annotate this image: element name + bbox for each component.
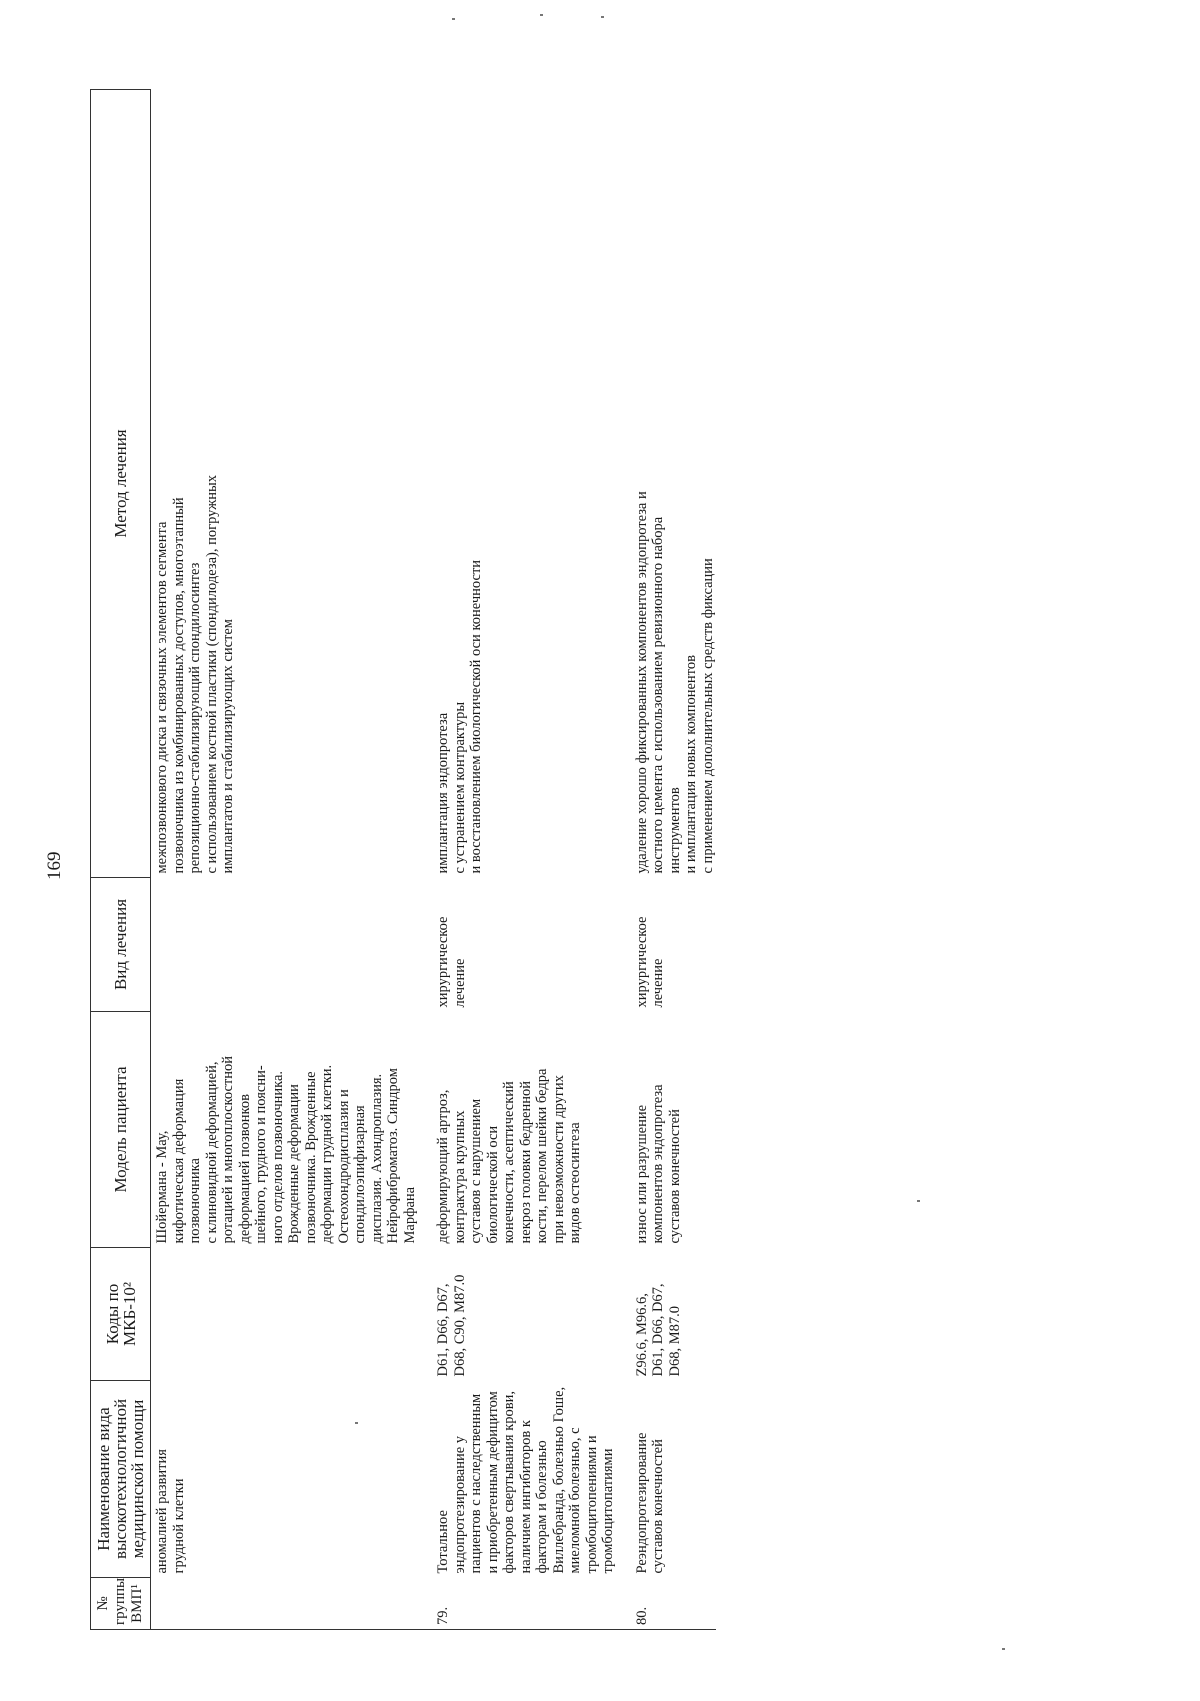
treatment-type-cell xyxy=(432,878,617,1012)
cell-line: D68, M87.0 xyxy=(666,1306,683,1377)
icd-codes-cell xyxy=(151,1248,419,1381)
header-group-number: № группы ВМП¹ xyxy=(91,1578,151,1630)
cell-line: и приобретенным дефицитом xyxy=(484,1391,501,1574)
icd-codes-cell xyxy=(432,1248,617,1381)
cell-line: и восстановлением биологической оси конечности xyxy=(468,559,484,874)
header-patient-model: Модель пациента xyxy=(91,1012,151,1248)
scan-speck xyxy=(452,18,455,20)
cell-line: контрактура крупных xyxy=(451,1110,468,1244)
treatment-method-cell xyxy=(631,90,717,878)
group-number-cell xyxy=(151,1578,419,1630)
cell-line: с применением дополнительных средств фиксации xyxy=(699,558,716,874)
row-spacer xyxy=(418,90,432,1630)
group-number-cell: 80. xyxy=(631,1578,717,1630)
cell-line: с использованием костной пластики (спондилодеза), погружных xyxy=(203,475,220,874)
cell-line: тромбоцитопениями и xyxy=(583,1435,600,1574)
table-row xyxy=(631,90,717,1630)
cell-line: хирургическое xyxy=(633,916,650,1008)
cell-line: позвоночника из комбинированных доступов, многоэтапный xyxy=(170,497,187,874)
cell-line: Нейрофиброматоз. Синдром xyxy=(385,1068,401,1244)
cell-line: тромбоцитопатиями xyxy=(600,1448,616,1574)
patient-model-cell xyxy=(631,1012,717,1248)
cell-line: и имплантация новых компонентов xyxy=(683,655,699,874)
page-number: 169 xyxy=(44,851,65,880)
cell-line: компонентов эндопротеза xyxy=(650,1084,666,1244)
scan-speck xyxy=(540,14,543,16)
care-type-name-cell xyxy=(631,1381,717,1578)
cell-line: деформации грудной клетки. xyxy=(319,1064,335,1244)
cell-line: некроз головки бедренной xyxy=(517,1080,534,1244)
cell-line: суставов с нарушением xyxy=(468,1098,484,1244)
icd-codes-cell xyxy=(631,1248,717,1381)
patient-model-cell xyxy=(432,1012,617,1248)
cell-line: костного цемента с использованием ревизионного набора xyxy=(650,516,666,874)
cell-line: суставов конечностей xyxy=(650,1439,666,1574)
cell-line: износ или разрушение xyxy=(633,1104,650,1244)
table-row xyxy=(432,90,617,1630)
cell-line: ного отделов позвоночника. xyxy=(269,1070,286,1244)
cell-line: Остеохондродисплазия и xyxy=(335,1089,352,1244)
cell-line: межпозвонкового диска и связочных элементов сегмента xyxy=(154,521,170,874)
cell-line: Z96.6, M96.6, xyxy=(633,1293,650,1377)
rotated-page xyxy=(90,90,1140,1630)
cell-line: хирургическое xyxy=(435,916,451,1008)
table-body xyxy=(151,90,717,1630)
cell-line: кости, перелом шейки бедра xyxy=(534,1068,550,1244)
cell-line: спондилоэпифизарная xyxy=(352,1105,368,1244)
cell-line: пациентов с наследственным xyxy=(468,1393,484,1574)
cell-line: шейного, грудного и поясни- xyxy=(253,1065,269,1244)
cell-line: факторов свертывания крови, xyxy=(501,1390,517,1574)
row-spacer xyxy=(617,90,631,1630)
cell-line: D61, D66, D67, xyxy=(435,1283,451,1377)
scan-speck xyxy=(601,16,604,18)
cell-line: инструментов xyxy=(666,787,683,874)
cell-line: D61, D66, D67, xyxy=(650,1283,666,1377)
cell-line: грудной клетки xyxy=(170,1478,187,1574)
cell-line: с клиновидной деформацией, xyxy=(203,1061,220,1244)
cell-line: имплантация эндопротеза xyxy=(435,712,451,874)
cell-line: кифотическая деформация xyxy=(170,1078,187,1244)
cell-line: при невозможности других xyxy=(550,1075,567,1244)
cell-line: аномалией развития xyxy=(154,1449,170,1574)
cell-line: лечение xyxy=(451,958,468,1008)
cell-line: позвоночника xyxy=(187,1158,203,1244)
header-treatment-method: Метод лечения xyxy=(91,90,151,878)
cell-line: суставов конечностей xyxy=(666,1109,683,1244)
table-header-row xyxy=(91,90,151,1630)
treatment-type-cell xyxy=(631,878,717,1012)
cell-line: Марфана xyxy=(401,1186,418,1244)
cell-line: Шойермана - Мау, xyxy=(154,1130,170,1244)
header-icd-codes: Коды по МКБ-10² xyxy=(91,1248,151,1381)
cell-line: эндопротезирование у xyxy=(451,1435,468,1574)
treatment-table xyxy=(90,89,716,1630)
table-row xyxy=(151,90,419,1630)
scan-speck xyxy=(355,1422,358,1424)
cell-line: лечение xyxy=(650,958,666,1008)
treatment-method-cell xyxy=(432,90,617,878)
treatment-method-cell xyxy=(151,90,419,878)
cell-line: наличием ингибиторов к xyxy=(517,1420,534,1574)
cell-line: репозиционно-стабилизирующий спондилосинтез xyxy=(187,562,203,874)
cell-line: Врожденные деформации xyxy=(286,1084,302,1244)
cell-line: ротацией и многоплоскостной xyxy=(220,1055,236,1244)
care-type-name-cell xyxy=(151,1381,419,1578)
cell-line: имплантатов и стабилизирующих систем xyxy=(220,619,236,874)
cell-line: факторам и болезнью xyxy=(534,1440,550,1574)
cell-line: биологической оси xyxy=(484,1125,501,1244)
care-type-name-cell xyxy=(432,1381,617,1578)
scan-speck xyxy=(1002,1648,1005,1650)
cell-line: Тотальное xyxy=(435,1510,451,1574)
cell-line: конечности, асептический xyxy=(501,1081,517,1244)
cell-line: позвоночника. Врожденные xyxy=(302,1071,319,1244)
cell-line: Реэндопротезирование xyxy=(633,1432,650,1574)
patient-model-cell xyxy=(151,1012,419,1248)
cell-line: дисплазия. Ахондроплазия. xyxy=(368,1073,385,1244)
cell-line: Виллебранда, болезнью Гоше, xyxy=(550,1386,567,1574)
cell-line: деформацией позвонков xyxy=(236,1094,253,1244)
scan-speck xyxy=(917,1200,920,1202)
cell-line: видов остеосинтеза xyxy=(567,1122,583,1244)
cell-line: D68, C90, M87.0 xyxy=(451,1274,468,1377)
cell-line: с устранением контрактуры xyxy=(451,701,468,874)
header-treatment-type: Вид лечения xyxy=(91,878,151,1012)
header-care-type-name: Наименование вида высокотехнологичной медицинской помощи xyxy=(91,1381,151,1578)
cell-line: удаление хорошо фиксированных компонентов эндопротеза и xyxy=(633,491,650,874)
treatment-type-cell xyxy=(151,878,419,1012)
cell-line: миеломной болезнью, с xyxy=(567,1427,583,1574)
group-number-cell: 79. xyxy=(432,1578,617,1630)
cell-line: деформирующий артроз, xyxy=(435,1089,451,1244)
